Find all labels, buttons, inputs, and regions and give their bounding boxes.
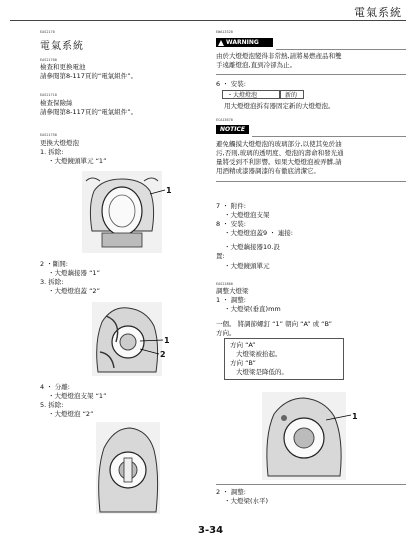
- direction-a: 方向 “A”: [230, 341, 256, 349]
- beam-adjust-figure: [262, 392, 346, 480]
- step-text: 1. 拆除:: [40, 148, 64, 156]
- step-text: ・大燈燈泡 “2”: [48, 410, 94, 418]
- step-text: 2 ・斷開:: [40, 260, 68, 268]
- step-text: 5. 拆除:: [40, 401, 64, 409]
- notice-code: ECA13670: [216, 118, 233, 122]
- warning-end-rule: [216, 74, 406, 75]
- section-code: EAS2170: [40, 30, 55, 34]
- check-heading: 檢查和更換電池: [40, 63, 86, 71]
- notice-label: NOTICE: [216, 125, 249, 134]
- fuse-text: 請參閱第8-117頁的“電氣組件”。: [40, 108, 138, 116]
- step-text: 用大燈燈泡拆有器固定新的大燈燈泡。: [224, 102, 335, 110]
- warning-line: 由於大燈燈泡變得非常熱,請將易燃產品和雙: [216, 52, 342, 60]
- callout-1: 1: [166, 186, 172, 195]
- step-text: ・大燈梁(垂直)mm: [224, 305, 281, 313]
- notice-line: 量將受到不利影響。如果大燈燈泡被弄髒,請: [216, 158, 342, 166]
- sub-code: EAS21860: [216, 282, 233, 286]
- callout-1: 1: [164, 336, 170, 345]
- direction-b: 方向 “B”: [230, 359, 256, 367]
- step-text: 3. 拆除:: [40, 278, 64, 286]
- step-text: ・大燈燈泡蓋9 ・ 連接:: [224, 229, 293, 237]
- warning-triangle-icon: [218, 40, 224, 46]
- page-number: 3-34: [198, 525, 224, 536]
- step-text: 1 ・ 調整:: [216, 296, 246, 304]
- step-text: 8 ・ 安裝:: [216, 220, 246, 228]
- new-part-box: 新的: [280, 90, 304, 99]
- callout-1: 1: [352, 412, 358, 421]
- fuse-heading: 檢查保險絲: [40, 99, 73, 107]
- adjust-heading: 調整大燈梁: [216, 287, 249, 295]
- step-text: 一個。 將調節螺釘 “1” 朝向 “A” 或 “B”: [216, 320, 332, 328]
- notice-line: 用酒精或漆器調漆的布徹底清潔它。: [216, 167, 320, 175]
- step-text: 6 ・ 安裝:: [216, 80, 246, 88]
- step-text: ・大燈梁(水平): [224, 497, 269, 505]
- step-text: ・大燈藕接器 “1”: [48, 269, 100, 277]
- bulb-holder-figure: [96, 422, 160, 514]
- warning-label: [216, 38, 273, 47]
- notice-end-rule: [216, 181, 406, 182]
- direction-b-text: 大燈梁是降低的。: [236, 368, 288, 376]
- figure-end-rule: [216, 484, 406, 485]
- notice-line: 污,否則,玻璃的透明度、燈泡的壽命和發光通: [216, 149, 344, 157]
- direction-a-text: 大燈梁被抬起。: [236, 350, 282, 358]
- warning-code: EWA13320: [216, 30, 233, 34]
- step-text: 4 ・ 分離:: [40, 383, 70, 391]
- section-title: 電氣系統: [40, 41, 84, 52]
- notice-rule: [252, 136, 406, 137]
- step-text: 2 ・ 調整:: [216, 488, 246, 496]
- warning-line: 手遠離燈泡,直到冷卻為止。: [216, 61, 297, 69]
- sub-code: EAS21700: [40, 58, 57, 62]
- notice-line: 避免觸摸大燈燈泡的玻璃部分,以使其免於油: [216, 140, 342, 148]
- check-text: 請參閱第8-117頁的“電氣組件”。: [40, 72, 138, 80]
- warning-text: WARNING: [226, 39, 259, 46]
- running-header: 電氣系統: [354, 6, 402, 19]
- step-text: 方向。: [216, 329, 236, 337]
- step-text: ・大燈鏡頭單元: [224, 262, 270, 270]
- sub-code: EAS21710: [40, 93, 57, 97]
- step-text: ・大燈燈泡蓋 “2”: [48, 287, 100, 295]
- step-text: ・大燈燈泡支架: [224, 211, 270, 219]
- sub-code: EAS21750: [40, 133, 57, 137]
- step-text: 7 ・ 附件:: [216, 202, 246, 210]
- header-rule: [10, 20, 406, 21]
- step-text: ・大燈藕接器10.設: [224, 243, 280, 251]
- step-text: ・大燈燈泡支架 “1”: [48, 392, 107, 400]
- step-text: ・大燈鏡頭單元 “1”: [48, 157, 107, 165]
- headlight-lens-figure: [82, 171, 162, 253]
- warning-rule: [276, 49, 406, 50]
- step-text: 置:: [216, 252, 225, 260]
- bulb-heading: 更換大燈燈泡: [40, 139, 79, 147]
- part-box: ・大燈燈泡: [222, 90, 280, 99]
- callout-2: 2: [160, 350, 166, 359]
